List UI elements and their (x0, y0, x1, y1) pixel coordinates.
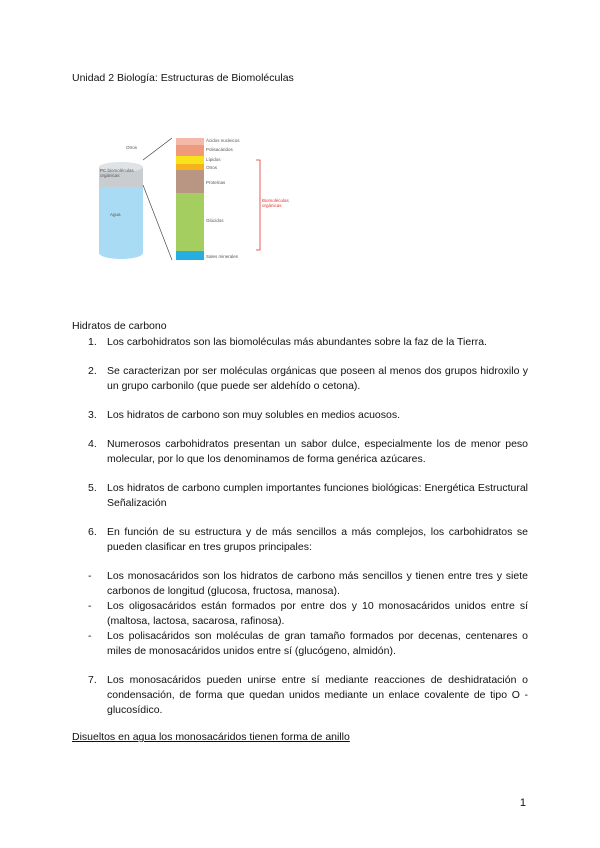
left-label-otros: Otros (126, 145, 138, 150)
red-bracket (256, 160, 260, 250)
cylinder-bottom (99, 247, 143, 259)
right-label-1: Polisacáridos (206, 147, 233, 152)
connector-bottom (143, 185, 172, 260)
carbohydrates-list (72, 335, 528, 718)
page-number: 1 (519, 797, 526, 809)
bar-segment-proteins (176, 170, 204, 193)
bar-segment-salts (176, 251, 204, 260)
dash-item: - Los monosacáridos son los hidratos de carbono más sencillos y tienen entre tres y siete carbonos de longitud (glucosa, fructosa, manosa). (88, 570, 528, 597)
list-item: 6. En función de su estructura y de más sencillos a más complejos, los carbohidratos se pueden clasificar en tres grupos principales: (88, 526, 528, 553)
underlined-note: Disueltos en agua los monosacáridos tienen forma de anillo (72, 731, 350, 743)
right-label-4: Proteínas (206, 180, 226, 185)
bar-segment-polysaccharides (176, 145, 204, 156)
list-item: 1. Los carbohidratos son las biomoléculas más abundantes sobre la faz de la Tierra. (88, 336, 487, 348)
section-heading: Hidratos de carbono (72, 320, 167, 332)
bar-segment-nucleic (176, 138, 204, 145)
right-label-3: Otros (206, 165, 218, 170)
biomolecules-figure (96, 130, 296, 270)
left-label-agua: Agua (110, 212, 121, 217)
list-item: 5. Los hidratos de carbono cumplen importantes funciones biológicas: Energética Estructural Señalización (88, 482, 528, 509)
list-item: 4. Numerosos carbohidratos presentan un sabor dulce, especialmente los de menor peso molecular, por lo que los denominamos de forma genérica azúcares. (88, 438, 528, 465)
side-label: Biomoléculas orgánicas (262, 198, 289, 208)
right-label-6: Sales minerales (206, 254, 239, 259)
list-item: 7. Los monosacáridos pueden unirse entre sí mediante reacciones de deshidratación o condensación, de forma que quedan unidos mediante un enlace covalente de tipo O - glucosídico. (88, 674, 528, 716)
connector-top (143, 138, 172, 160)
bar-segment-glucids (176, 193, 204, 251)
document-title: Unidad 2 Biología: Estructuras de Biomoléculas (72, 72, 294, 84)
bar-segment-lipids (176, 156, 204, 164)
list-item: 2. Se caracterizan por ser moléculas orgánicas que poseen al menos dos grupos hidroxilo y un grupo carbonilo (que puede ser aldehído o cetona). (88, 365, 528, 392)
right-label-0: Ácidos nucleicos (206, 138, 240, 143)
right-label-5: Glúcidos (206, 218, 224, 223)
right-label-2: Lípidos (206, 157, 221, 162)
bar-segment-others (176, 164, 204, 170)
left-label-pc: PC biomoléculas orgánicas (100, 168, 134, 178)
cylinder-water-section (99, 187, 143, 253)
dash-item: - Los polisacáridos son moléculas de gran tamaño formados por decenas, centenares o miles de monosacáridos unidos entre sí (glucógeno, almidón). (88, 630, 528, 657)
dash-item: - Los oligosacáridos están formados por entre dos y 10 monosacáridos unidos entre sí (maltosa, lactosa, sacarosa, rafinosa). (88, 600, 528, 627)
list-item: 3. Los hidratos de carbono son muy solubles en medios acuosos. (88, 409, 401, 421)
